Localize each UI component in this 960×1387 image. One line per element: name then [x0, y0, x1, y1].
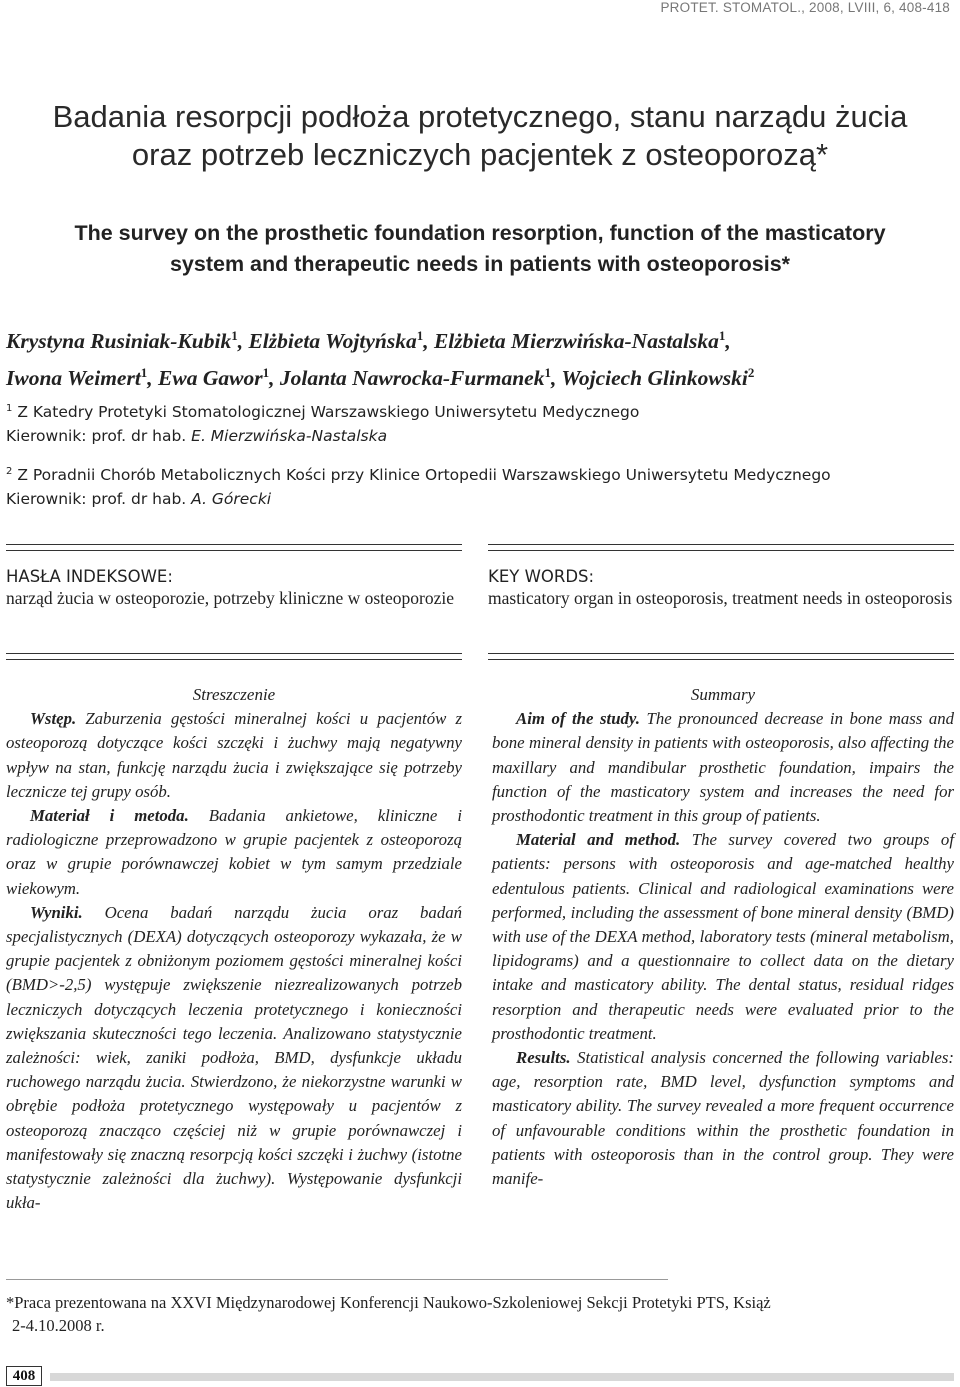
footnote-line-1: *Praca prezentowana na XXVI Międzynarodowej Konferencji Naukowo-Szkoleniowej Sekcji Protetyki PTS, Książ	[6, 1293, 771, 1312]
author-line-2	[6, 357, 954, 394]
paragraph-lead: Wyniki.	[30, 902, 83, 922]
author-affiliation-mark: 1	[416, 328, 424, 343]
author-affiliation-mark: 1	[262, 365, 270, 381]
author-separator: ,	[269, 366, 280, 391]
affiliation-head-name: A. Górecki	[191, 490, 272, 509]
abstract-english-paragraph	[492, 828, 954, 1046]
keywords-english	[488, 567, 954, 610]
abstract-english-heading: Summary	[690, 685, 756, 704]
abstract-polish-paragraph	[6, 901, 462, 1216]
page-footer-bar	[50, 1373, 954, 1381]
author-affiliation-mark: 1	[231, 328, 238, 343]
footnote-rule	[6, 1279, 668, 1280]
journal-reference: PROTET. STOMATOL., 2008, LVIII, 6, 408-418	[660, 0, 950, 15]
title-polish	[0, 98, 960, 174]
footnote-line-2: 2-4.10.2008 r.	[12, 1316, 105, 1335]
title-polish-line-1: Badania resorpcji podłoża protetycznego, stanu narządu żucia	[52, 99, 908, 134]
keywords-polish	[6, 567, 462, 610]
affiliation-head-name: E. Mierzwińska-Nastalska	[191, 427, 388, 446]
author-name: Ewa Gawor	[158, 366, 263, 391]
title-english	[0, 218, 960, 280]
author-name: Wojciech Glinkowski	[561, 366, 748, 391]
paragraph-lead: Results.	[516, 1048, 571, 1068]
author-separator: ,	[147, 366, 159, 391]
author-affiliation-mark: 1	[718, 328, 726, 343]
author-affiliation-mark: 2	[747, 365, 755, 381]
affiliation-head-label: Kierownik: prof. dr hab.	[6, 427, 192, 446]
author-affiliation-mark: 1	[544, 365, 551, 381]
author-line-1	[6, 320, 954, 357]
affiliation-head-label: Kierownik: prof. dr hab.	[6, 490, 192, 509]
keywords-top-rule-left	[6, 544, 462, 551]
paragraph-text: Ocena badań narządu żucia oraz badań specjalistycznych (DEXA) dotyczących osteoporozy wykazała, że w grupie pacjentek z obniżonym poziomem gęstości mineralnej kości (BMD>-2,5) występuje zwiększenie niezrealizowanych potrzeb leczniczych dotyczących leczenia protetycznego i konieczności zwiększania skuteczności tego leczenia. Analizowano statystycznie zależności: wiek, zaniki podłoża, BMD, dysfunkcje układu ruchowego narządu żucia. Stwierdzono, że niekorzystne warunki w obrębie podłoża protetycznego występowały u pacjentów z osteoporozą znacząco częściej niż w grupie porównawczej i manifestowały się znaczną resorpcją kości szczęki i żuchwy (istotne statystycznie zależności dla żuchwy). Występowanie dysfunkcji ukła-	[6, 902, 462, 1213]
abstract-english-paragraph	[492, 707, 954, 828]
paragraph-text: The survey covered two groups of patients: persons with osteoporosis and age-matched healthy edentulous patients. Clinical and radiological examinations were performed, including the assessment of bone mineral density (BMD) with use of the DEXA method, laboratory tests (mineral metabolism, lipidograms) and a questionnaire to collect data on the dietary intake and masticatory ability. The dental status, residual ridges resorption and therapeutic needs were evaluated prior to the prosthodontic treatment.	[492, 830, 954, 1043]
abstract-polish-heading: Streszczenie	[192, 685, 276, 704]
author-separator: ,	[423, 329, 434, 354]
affiliation-2	[6, 460, 954, 511]
keywords-polish-text: narząd żucia w osteoporozie, potrzeby kliniczne w osteoporozie	[6, 588, 455, 608]
affiliation-text: Z Katedry Protetyki Stomatologicznej Warszawskiego Uniwersytetu Medycznego	[17, 403, 640, 422]
author-name: Elżbieta Wojtyńska	[248, 329, 417, 354]
abstract-polish-paragraph	[6, 707, 462, 804]
keywords-bottom-rule-right	[488, 653, 954, 660]
author-list	[6, 320, 954, 394]
author-name: Krystyna Rusiniak-Kubik	[6, 329, 232, 354]
keywords-english-heading: KEY WORDS:	[488, 567, 595, 586]
affiliation-1	[6, 397, 954, 448]
abstract-polish-paragraph	[6, 804, 462, 901]
abstract-english	[492, 683, 954, 1191]
keywords-polish-heading: HASŁA INDEKSOWE:	[6, 567, 173, 586]
footnote	[6, 1291, 954, 1337]
author-name: Elżbieta Mierzwińska-Nastalska	[433, 329, 719, 354]
affiliation-number: 2	[6, 466, 13, 477]
author-name: Iwona Weimert	[6, 366, 141, 391]
affiliation-text: Z Poradnii Chorób Metabolicznych Kości przy Klinice Ortopedii Warszawskiego Uniwersytetu Medycznego	[17, 466, 831, 485]
paragraph-text: Statistical analysis concerned the following variables: age, resorption rate, BMD level, dysfunction symptoms and masticatory ability. The survey revealed a more frequent occurrence of unfavourable conditions within the prosthetic foundation in patients with osteoporosis than in the control group. They were manife-	[492, 1048, 954, 1189]
author-separator: ,	[550, 366, 562, 391]
page-number: 408	[6, 1366, 42, 1386]
title-polish-line-2: oraz potrzeb leczniczych pacjentek z osteoporozą*	[131, 137, 829, 172]
title-english-line-2: system and therapeutic needs in patients with osteoporosis*	[169, 252, 791, 276]
keywords-bottom-rule-left	[6, 653, 462, 660]
paragraph-lead: Wstęp.	[30, 709, 77, 729]
paragraph-lead: Materiał i metoda.	[30, 806, 189, 826]
abstract-english-paragraph	[492, 1046, 954, 1191]
paragraph-text: Zaburzenia gęstości mineralnej kości u pacjentów z osteoporozą dotyczące kości szczęki i żuchwy mają negatywny wpływ na stan, funkcję narządu żucia i zwiększające się potrzeby lecznicze tej grupy osób.	[6, 709, 462, 801]
paragraph-text: The pronounced decrease in bone mass and bone mineral density in patients with osteoporosis, also affecting the maxillary and mandibular prosthetic foundation, impairs the function of the masticatory system and increases the need for prosthodontic treatment in this group of patients.	[492, 709, 954, 826]
affiliation-number: 1	[6, 403, 13, 414]
author-name: Jolanta Nawrocka-Furmanek	[279, 366, 545, 391]
paragraph-lead: Material and method.	[516, 830, 681, 850]
author-separator: ,	[237, 329, 249, 354]
author-affiliation-mark: 1	[140, 365, 148, 381]
paragraph-lead: Aim of the study.	[516, 709, 640, 729]
paragraph-text: Badania ankietowe, kliniczne i radiologiczne przeprowadzono w grupie pacjentek z osteoporozą oraz w grupie porównawczej kobiet w tym samym przedziale wiekowym.	[6, 806, 462, 898]
title-english-line-1: The survey on the prosthetic foundation resorption, function of the masticatory	[74, 221, 886, 245]
abstract-polish	[6, 683, 462, 1215]
keywords-english-text: masticatory organ in osteoporosis, treatment needs in osteoporosis	[488, 588, 953, 608]
author-separator: ,	[725, 329, 731, 354]
keywords-top-rule-right	[488, 544, 954, 551]
